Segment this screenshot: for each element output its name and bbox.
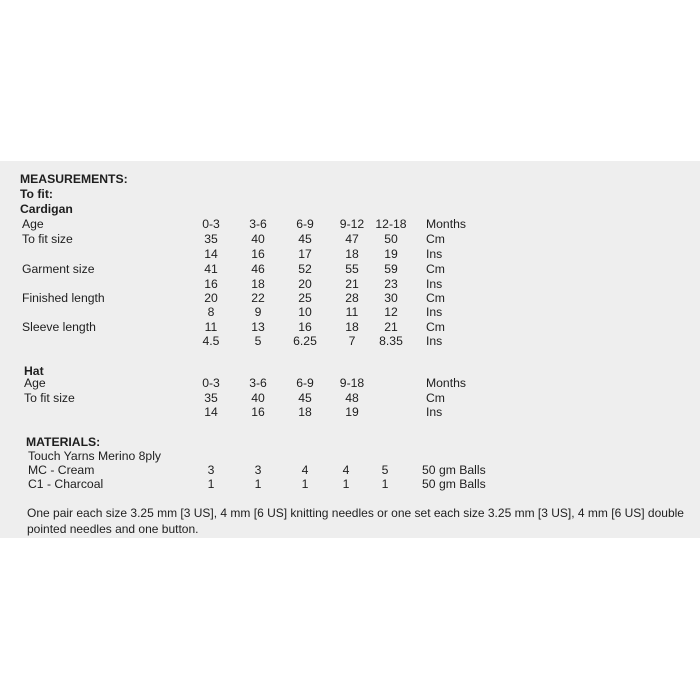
cardigan-cell: 41 bbox=[204, 262, 218, 276]
cardigan-row-label: Sleeve length bbox=[22, 320, 96, 334]
cardigan-cell: 35 bbox=[204, 232, 218, 246]
cardigan-cell: 23 bbox=[384, 277, 398, 291]
material-cell: 1 bbox=[381, 477, 389, 491]
cardigan-unit: Cm bbox=[426, 320, 445, 334]
material-cell: 4 bbox=[301, 463, 309, 477]
hat-cell: 0-3 bbox=[202, 376, 220, 390]
cardigan-cell: 52 bbox=[298, 262, 312, 276]
hat-cell: 3-6 bbox=[249, 376, 267, 390]
cardigan-cell: 30 bbox=[384, 291, 398, 305]
hat-cell: 16 bbox=[251, 405, 265, 419]
cardigan-unit: Cm bbox=[426, 262, 445, 276]
material-cell: 1 bbox=[301, 477, 309, 491]
cardigan-unit: Cm bbox=[426, 291, 445, 305]
cardigan-cell: 25 bbox=[298, 291, 312, 305]
cardigan-unit: Months bbox=[426, 217, 466, 231]
cardigan-row-label: To fit size bbox=[22, 232, 73, 246]
cardigan-cell: 14 bbox=[204, 247, 218, 261]
cardigan-cell: 59 bbox=[384, 262, 398, 276]
cardigan-cell: 7 bbox=[348, 334, 356, 348]
materials-heading: MATERIALS: bbox=[26, 435, 101, 449]
yarn-name: Touch Yarns Merino 8ply bbox=[28, 449, 162, 463]
hat-cell: 45 bbox=[298, 391, 312, 405]
cardigan-cell: 22 bbox=[251, 291, 265, 305]
cardigan-cell: 16 bbox=[298, 320, 312, 334]
cardigan-cell: 0-3 bbox=[202, 217, 220, 231]
material-unit: 50 gm Balls bbox=[422, 463, 486, 477]
material-label: C1 - Charcoal bbox=[28, 477, 104, 491]
cardigan-cell: 11 bbox=[204, 320, 218, 334]
material-cell: 1 bbox=[254, 477, 262, 491]
cardigan-cell: 4.5 bbox=[202, 334, 220, 348]
cardigan-cell: 6-9 bbox=[296, 217, 314, 231]
cardigan-cell: 21 bbox=[345, 277, 359, 291]
cardigan-unit: Ins bbox=[426, 247, 443, 261]
hat-heading: Hat bbox=[24, 364, 44, 378]
hat-unit: Cm bbox=[426, 391, 445, 405]
material-cell: 3 bbox=[207, 463, 215, 477]
cardigan-cell: 18 bbox=[251, 277, 265, 291]
cardigan-cell: 46 bbox=[251, 262, 265, 276]
cardigan-cell: 18 bbox=[345, 320, 359, 334]
hat-unit: Ins bbox=[426, 405, 443, 419]
cardigan-cell: 28 bbox=[345, 291, 359, 305]
cardigan-cell: 16 bbox=[251, 247, 265, 261]
hat-cell: 9-18 bbox=[339, 376, 365, 390]
cardigan-unit: Ins bbox=[426, 305, 443, 319]
hat-cell: 35 bbox=[204, 391, 218, 405]
cardigan-cell: 9 bbox=[254, 305, 262, 319]
cardigan-cell: 6.25 bbox=[293, 334, 317, 348]
cardigan-cell: 20 bbox=[298, 277, 312, 291]
cardigan-cell: 8.35 bbox=[379, 334, 403, 348]
measurements-heading: MEASUREMENTS: bbox=[20, 172, 128, 186]
cardigan-cell: 19 bbox=[384, 247, 398, 261]
cardigan-cell: 10 bbox=[298, 305, 312, 319]
hat-cell: 40 bbox=[251, 391, 265, 405]
cardigan-cell: 12 bbox=[384, 305, 398, 319]
material-cell: 1 bbox=[342, 477, 350, 491]
cardigan-cell: 16 bbox=[204, 277, 218, 291]
hat-unit: Months bbox=[426, 376, 466, 390]
cardigan-cell: 20 bbox=[204, 291, 218, 305]
hat-row-label: To fit size bbox=[24, 391, 75, 405]
material-cell: 4 bbox=[342, 463, 350, 477]
cardigan-unit: Cm bbox=[426, 232, 445, 246]
hat-cell: 48 bbox=[345, 391, 359, 405]
cardigan-cell: 8 bbox=[207, 305, 215, 319]
cardigan-cell: 40 bbox=[251, 232, 265, 246]
cardigan-cell: 11 bbox=[345, 305, 359, 319]
material-unit: 50 gm Balls bbox=[422, 477, 486, 491]
cardigan-cell: 21 bbox=[384, 320, 398, 334]
cardigan-cell: 17 bbox=[298, 247, 312, 261]
hat-row-label: Age bbox=[24, 376, 46, 390]
material-label: MC - Cream bbox=[28, 463, 95, 477]
material-cell: 5 bbox=[381, 463, 389, 477]
cardigan-row-label: Finished length bbox=[22, 291, 105, 305]
cardigan-cell: 5 bbox=[254, 334, 262, 348]
cardigan-cell: 50 bbox=[384, 232, 398, 246]
hat-cell: 14 bbox=[204, 405, 218, 419]
cardigan-cell: 13 bbox=[251, 320, 265, 334]
cardigan-row-label: Garment size bbox=[22, 262, 95, 276]
cardigan-cell: 12-18 bbox=[375, 217, 407, 231]
cardigan-cell: 9-12 bbox=[339, 217, 365, 231]
cardigan-cell: 45 bbox=[298, 232, 312, 246]
cardigan-row-label: Age bbox=[22, 217, 44, 231]
cardigan-heading: Cardigan bbox=[20, 202, 73, 216]
needles-note: One pair each size 3.25 mm [3 US], 4 mm [6 US] knitting needles or one set each size 3.25 mm [3 US], 4 mm [6 US] double pointed needles and one button. bbox=[27, 506, 684, 536]
material-cell: 3 bbox=[254, 463, 262, 477]
cardigan-unit: Ins bbox=[426, 334, 443, 348]
cardigan-cell: 3-6 bbox=[249, 217, 267, 231]
material-cell: 1 bbox=[207, 477, 215, 491]
cardigan-cell: 47 bbox=[345, 232, 359, 246]
cardigan-unit: Ins bbox=[426, 277, 443, 291]
hat-cell: 6-9 bbox=[296, 376, 314, 390]
cardigan-cell: 55 bbox=[345, 262, 359, 276]
hat-cell: 19 bbox=[345, 405, 359, 419]
to-fit-heading: To fit: bbox=[20, 187, 53, 201]
cardigan-cell: 18 bbox=[345, 247, 359, 261]
hat-cell: 18 bbox=[298, 405, 312, 419]
